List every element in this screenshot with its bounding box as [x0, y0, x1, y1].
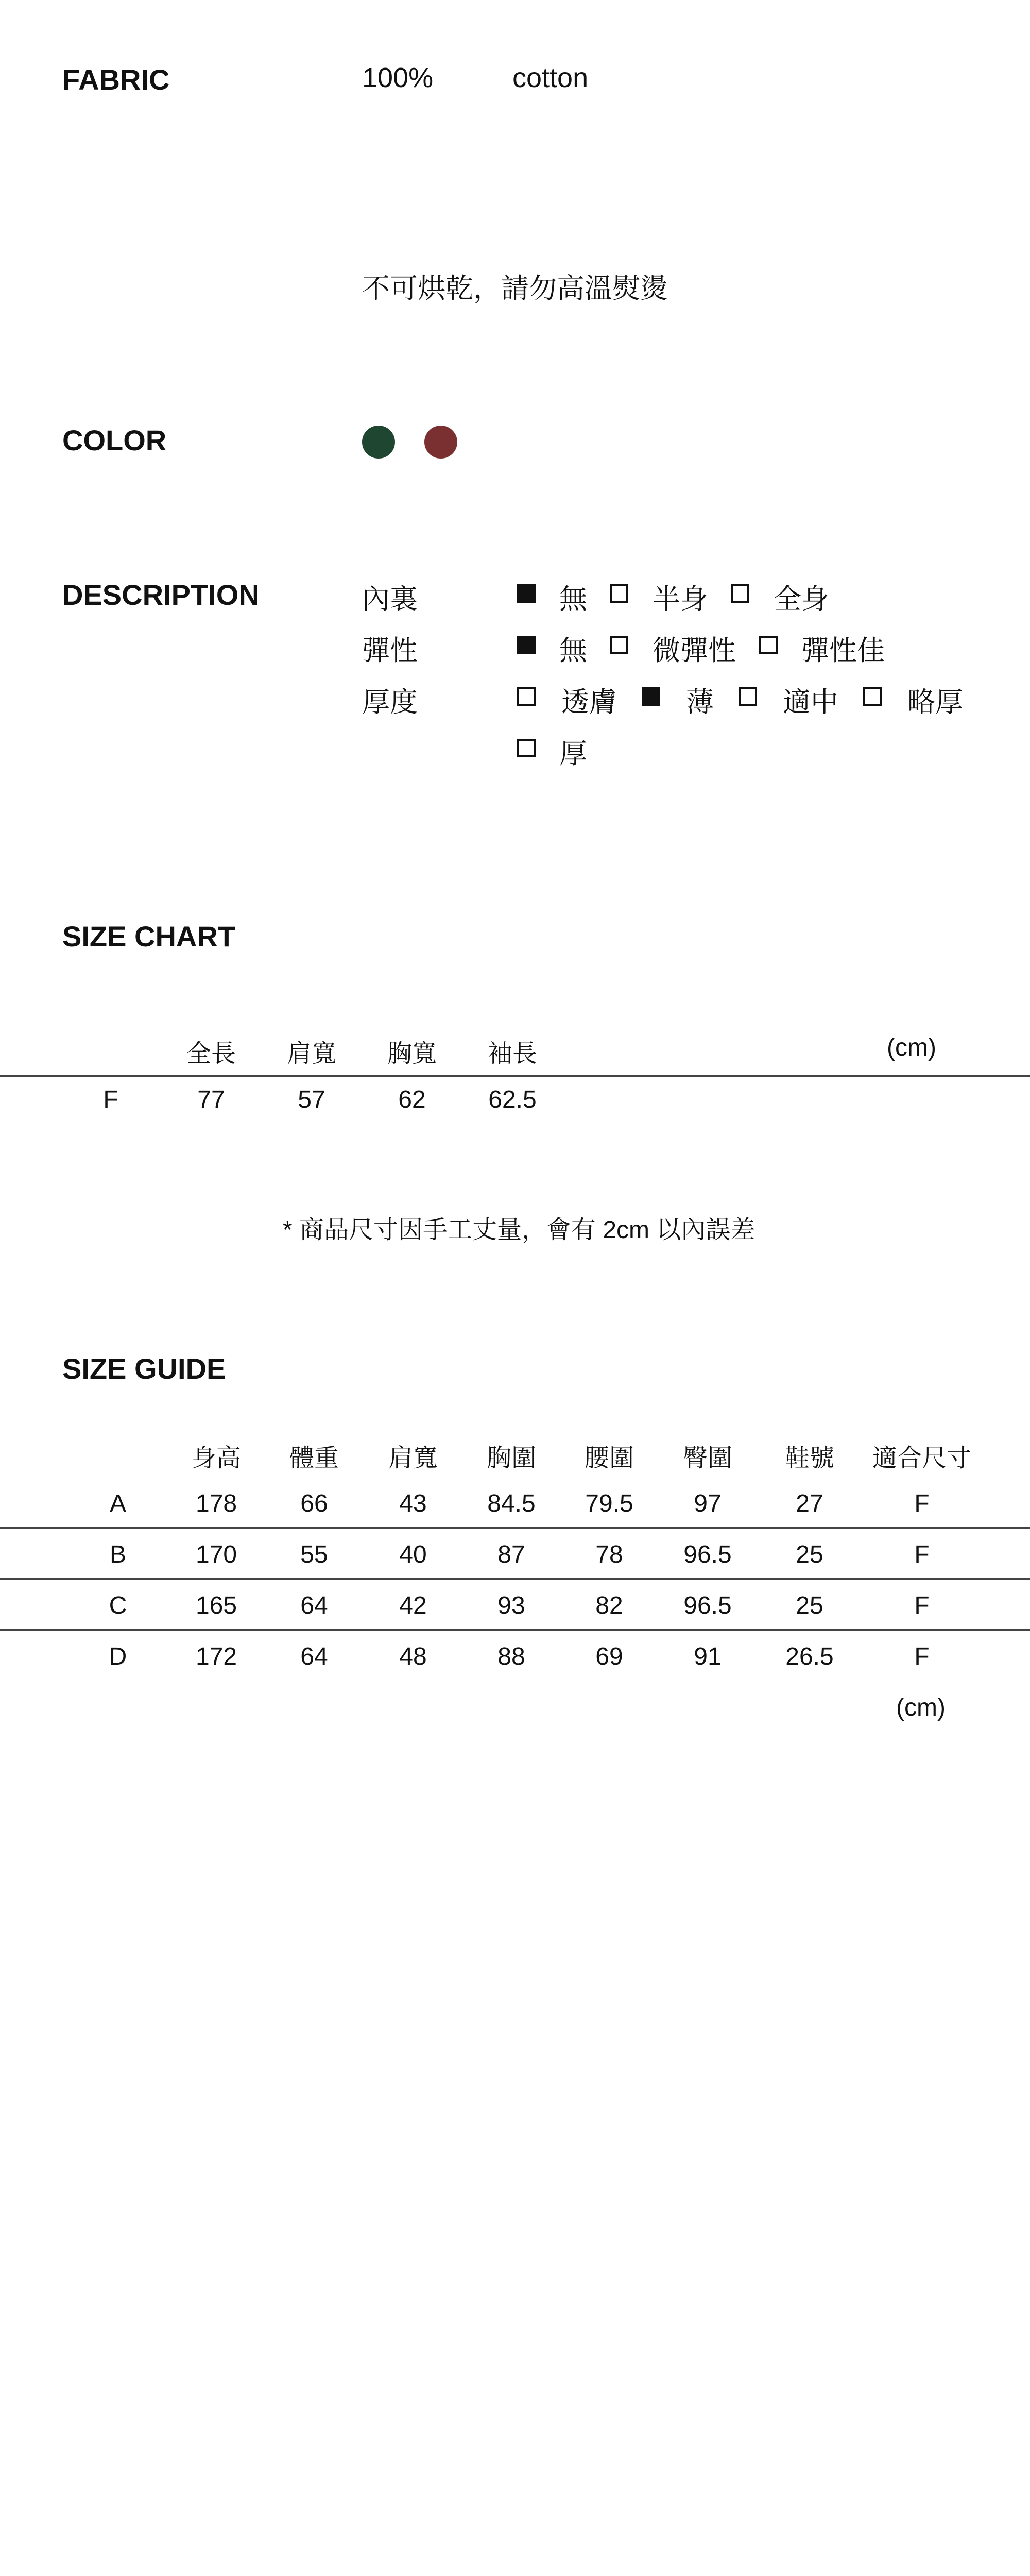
- size-guide-divider: [0, 1578, 1030, 1580]
- size-guide-cell: 84.5: [487, 1490, 536, 1517]
- lining-option-half-checkbox: [610, 584, 628, 603]
- size-chart-cell: 62: [398, 1086, 426, 1113]
- thickness-option-thick: 厚: [559, 738, 587, 769]
- thickness-option-thin-checkbox: [642, 687, 660, 706]
- size-guide-cell: 69: [595, 1643, 623, 1670]
- lining-label: 內裏: [362, 584, 418, 615]
- size-guide-row-label: C: [109, 1592, 127, 1619]
- size-chart-col-sleeve: 袖長: [487, 1040, 537, 1067]
- size-guide-row-label: D: [109, 1643, 127, 1670]
- color-heading: COLOR: [62, 424, 167, 456]
- thickness-option-thin: 薄: [686, 687, 714, 718]
- size-guide-cell: 178: [195, 1490, 237, 1517]
- size-guide-cell: 66: [300, 1490, 328, 1517]
- size-guide-col-chest: 胸圍: [486, 1445, 536, 1472]
- elasticity-option-slight: 微彈性: [653, 635, 736, 666]
- thickness-option-thick-checkbox: [517, 739, 536, 757]
- size-guide-col-shoe: 鞋號: [784, 1445, 834, 1472]
- lining-option-full: 全身: [774, 584, 829, 615]
- care-note: 不可烘乾，請勿高溫熨燙: [362, 273, 668, 304]
- size-guide-cell: 87: [497, 1541, 525, 1568]
- size-guide-col-height: 身高: [191, 1445, 241, 1472]
- size-guide-cell: 27: [796, 1490, 823, 1517]
- thickness-label: 厚度: [362, 687, 418, 718]
- size-chart-cell: 77: [197, 1086, 225, 1113]
- size-guide-cell: 78: [595, 1541, 623, 1568]
- size-guide-cell: F: [914, 1592, 930, 1619]
- size-guide-col-hip: 臀圍: [682, 1445, 732, 1472]
- lining-option-half: 半身: [653, 584, 708, 615]
- size-guide-cell: F: [914, 1541, 930, 1568]
- color-swatch-red: [424, 426, 457, 459]
- size-chart-cell: 57: [298, 1086, 325, 1113]
- thickness-option-medium-checkbox: [739, 687, 757, 706]
- thickness-option-sheer: 透膚: [561, 687, 617, 718]
- size-chart-heading: SIZE CHART: [62, 920, 235, 953]
- size-guide-cell: F: [914, 1643, 930, 1670]
- size-guide-cell: 165: [195, 1592, 237, 1619]
- size-guide-cell: 64: [300, 1592, 328, 1619]
- fabric-heading: FABRIC: [62, 63, 170, 96]
- color-swatch-green: [362, 426, 395, 459]
- size-chart-divider: [0, 1075, 1030, 1077]
- size-guide-cell: 79.5: [585, 1490, 633, 1517]
- size-guide-row-label: A: [109, 1490, 126, 1517]
- description-heading: DESCRIPTION: [62, 579, 260, 611]
- elasticity-option-good-checkbox: [759, 636, 778, 654]
- size-guide-cell: 55: [300, 1541, 328, 1568]
- size-guide-row-label: B: [109, 1541, 126, 1568]
- size-guide-col-shoulder: 肩寬: [388, 1445, 438, 1472]
- measurement-note: * 商品尺寸因手工丈量，會有 2cm 以內誤差: [283, 1216, 756, 1244]
- lining-option-full-checkbox: [731, 584, 749, 603]
- size-guide-unit: (cm): [896, 1694, 946, 1721]
- elasticity-label: 彈性: [362, 635, 418, 666]
- size-chart-col-length: 全長: [186, 1040, 236, 1067]
- size-guide-cell: 82: [595, 1592, 623, 1619]
- size-guide-cell: 93: [497, 1592, 525, 1619]
- size-guide-cell: 172: [195, 1643, 237, 1670]
- size-guide-cell: 170: [195, 1541, 237, 1568]
- size-guide-cell: 64: [300, 1643, 328, 1670]
- size-chart-col-chest: 胸寬: [387, 1040, 437, 1067]
- elasticity-option-good: 彈性佳: [801, 635, 885, 666]
- size-guide-cell: 88: [497, 1643, 525, 1670]
- lining-option-none: 無: [559, 584, 587, 615]
- size-guide-divider: [0, 1629, 1030, 1631]
- thickness-option-thicker: 略厚: [907, 687, 963, 718]
- thickness-option-thicker-checkbox: [863, 687, 882, 706]
- size-guide-cell: 43: [399, 1490, 427, 1517]
- size-guide-heading: SIZE GUIDE: [62, 1352, 226, 1385]
- size-guide-cell: 96.5: [683, 1592, 732, 1619]
- size-chart-unit: (cm): [887, 1034, 936, 1061]
- size-guide-col-fit-size: 適合尺寸: [872, 1445, 971, 1472]
- lining-option-none-checkbox: [517, 584, 536, 603]
- size-guide-cell: 97: [694, 1490, 722, 1517]
- size-chart-row-label: F: [103, 1086, 118, 1113]
- elasticity-option-none: 無: [559, 635, 587, 666]
- size-guide-cell: 26.5: [785, 1643, 834, 1670]
- size-guide-cell: 25: [796, 1592, 823, 1619]
- size-guide-cell: 40: [399, 1541, 427, 1568]
- size-guide-cell: 48: [399, 1643, 427, 1670]
- fabric-percent: 100%: [362, 62, 434, 93]
- size-guide-divider: [0, 1527, 1030, 1529]
- size-chart-cell: 62.5: [488, 1086, 537, 1113]
- size-guide-cell: 91: [694, 1643, 722, 1670]
- size-guide-cell: 25: [796, 1541, 823, 1568]
- size-guide-col-waist: 腰圍: [584, 1445, 634, 1472]
- thickness-option-medium: 適中: [783, 687, 838, 718]
- size-guide-cell: F: [914, 1490, 930, 1517]
- elasticity-option-none-checkbox: [517, 636, 536, 654]
- elasticity-option-slight-checkbox: [610, 636, 628, 654]
- size-guide-col-weight: 體重: [289, 1445, 339, 1472]
- fabric-material: cotton: [512, 62, 589, 93]
- thickness-option-sheer-checkbox: [517, 687, 536, 706]
- size-chart-col-shoulder: 肩寬: [286, 1040, 336, 1067]
- size-guide-cell: 42: [399, 1592, 427, 1619]
- size-guide-cell: 96.5: [683, 1541, 732, 1568]
